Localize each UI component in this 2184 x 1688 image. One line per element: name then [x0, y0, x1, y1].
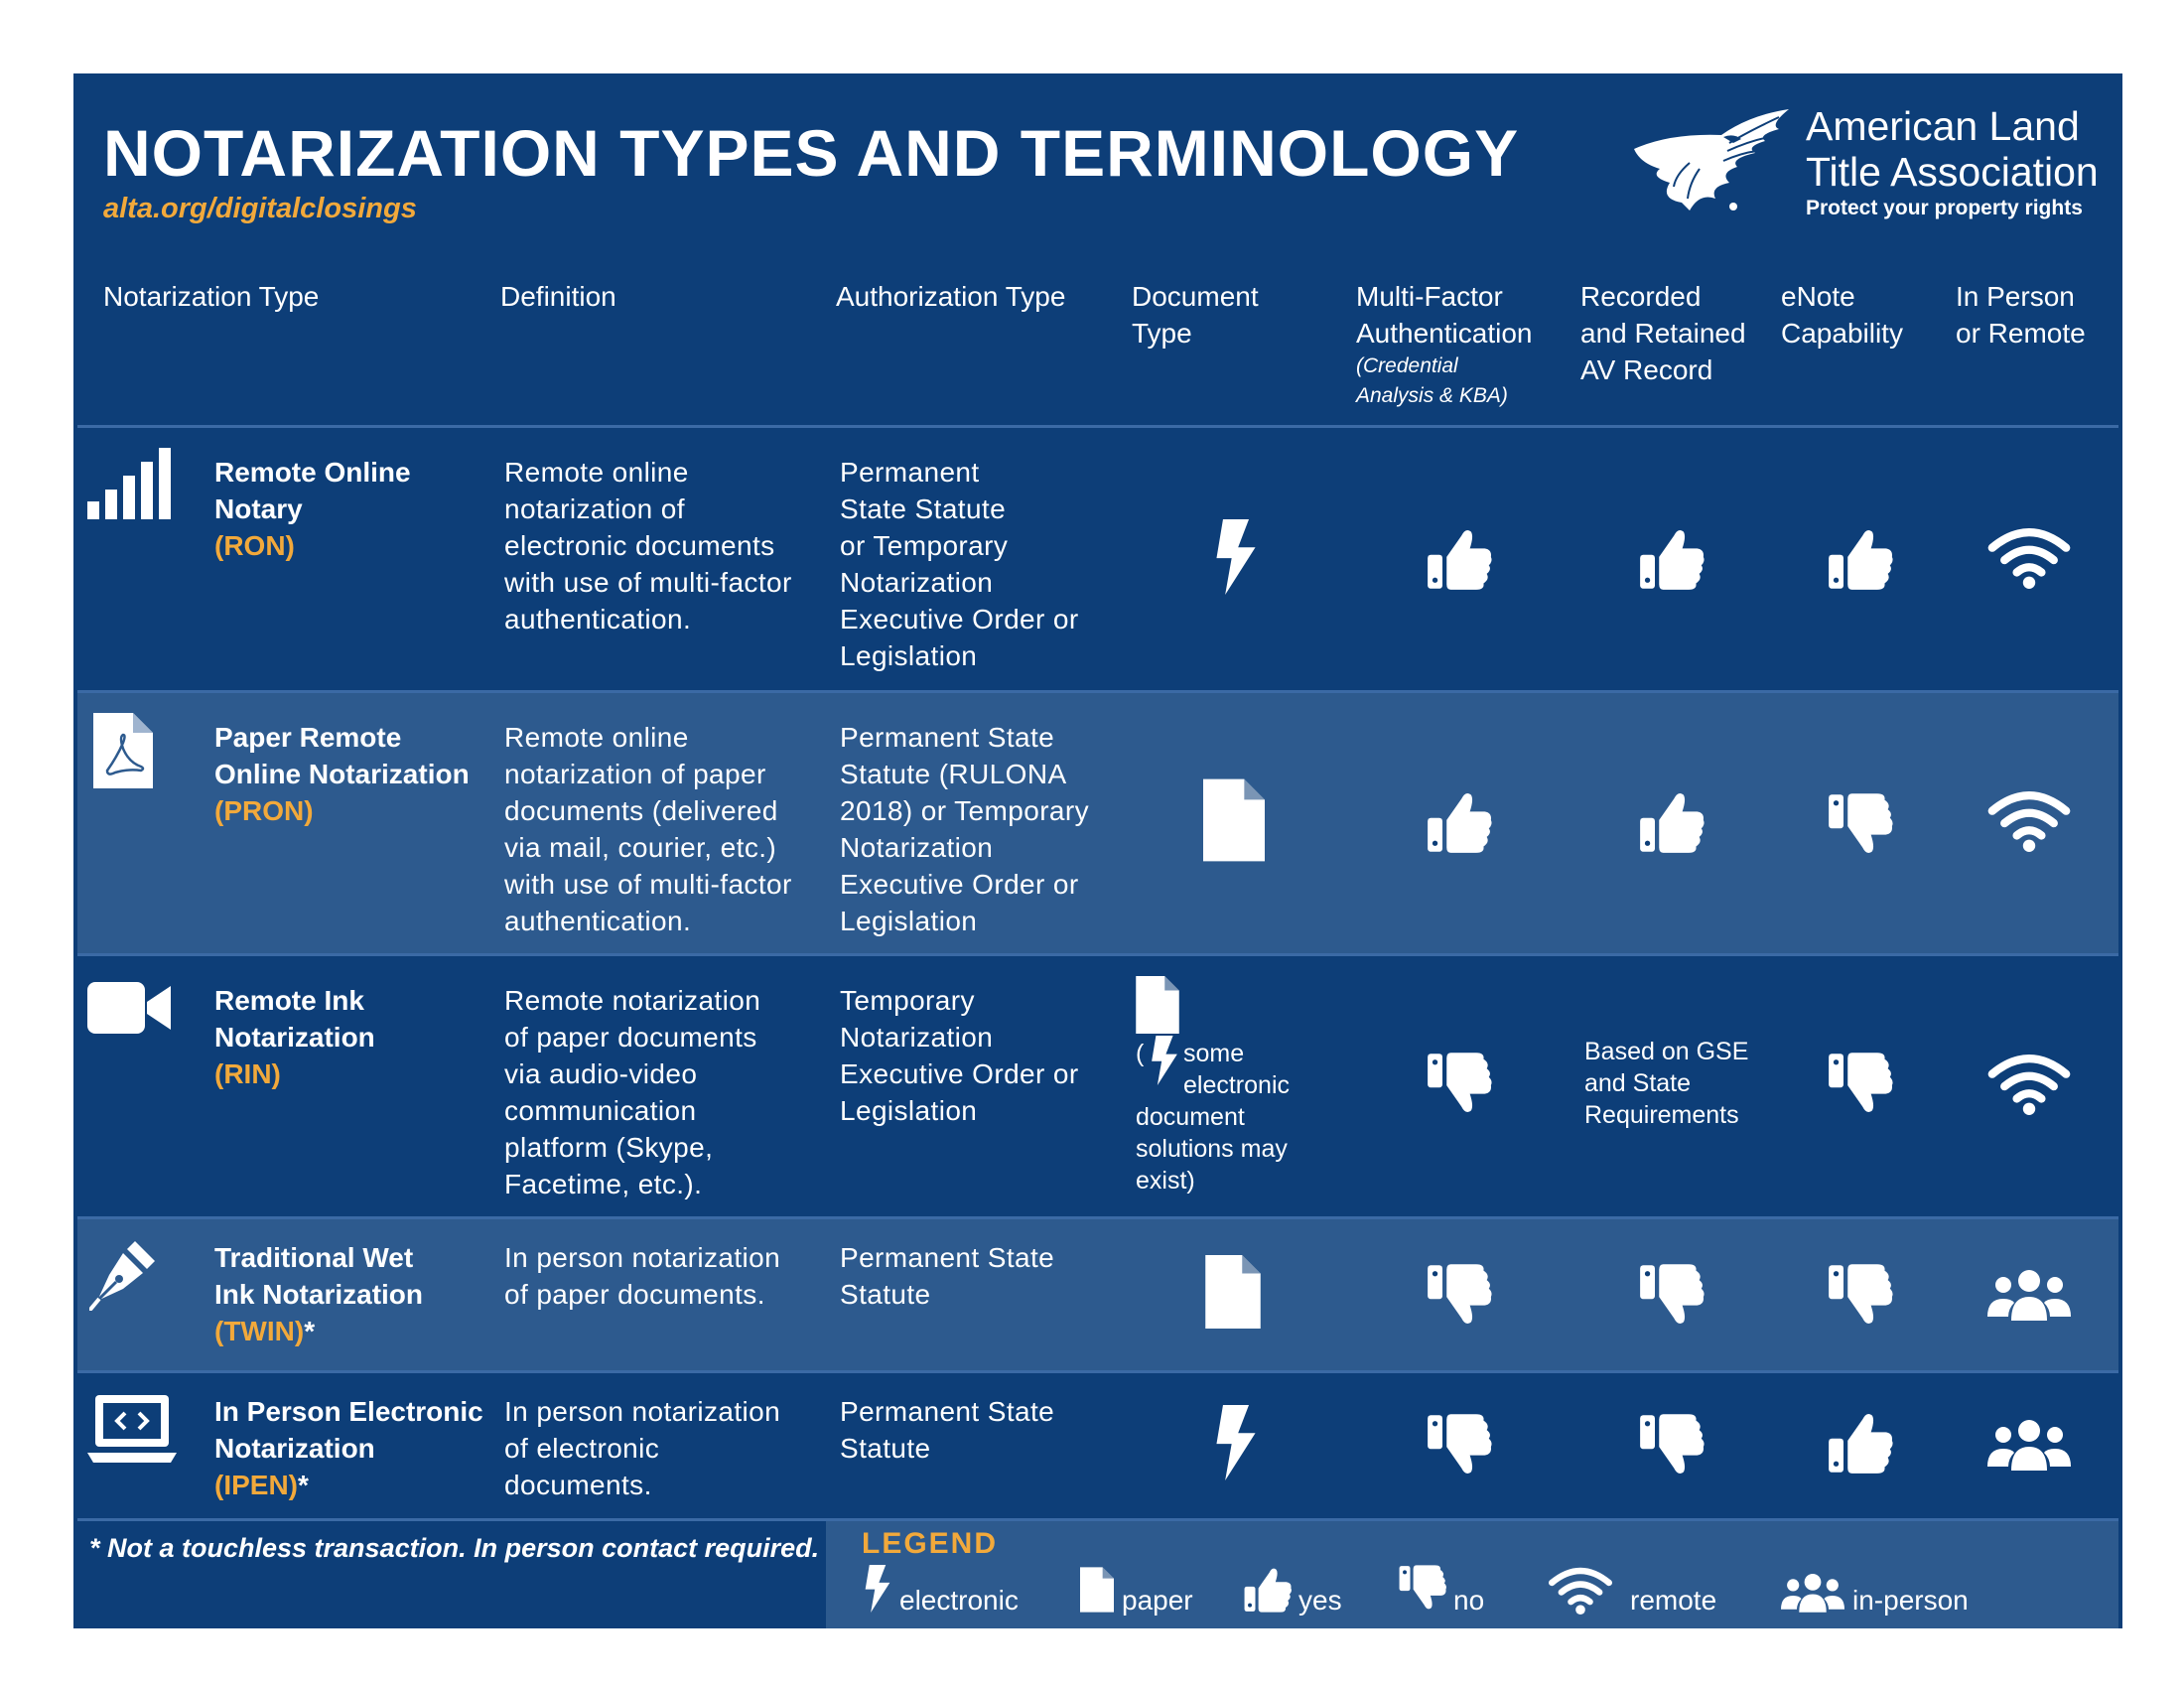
legend-title: LEGEND — [862, 1527, 999, 1560]
row-authorization — [840, 1393, 1128, 1467]
col-header-mfa-line-1: Multi-Factor — [1356, 281, 1503, 312]
org-name — [1806, 103, 2099, 195]
col-header-type — [103, 278, 319, 315]
thumbs-down-icon — [1827, 1050, 1894, 1117]
row-abbr: (RON) — [214, 530, 295, 561]
table-row-rin — [77, 956, 2118, 1216]
recorded-note-line: Requirements — [1584, 1101, 1739, 1129]
document-note-cont — [1136, 1101, 1288, 1196]
row-name-line-2: Notarization — [214, 1433, 375, 1464]
legend-in-person-label: in-person — [1852, 1585, 1969, 1616]
legend-no-label: no — [1453, 1585, 1485, 1616]
row-name-line-1: Remote Ink — [214, 985, 364, 1016]
authorization-line: State Statute — [840, 493, 1007, 524]
thumbs-up-icon — [1638, 788, 1706, 856]
definition-line: notarization of — [504, 493, 685, 524]
authorization-line: Notarization — [840, 1022, 994, 1053]
row-asterisk: * — [298, 1470, 309, 1500]
authorization-line: Executive Order or — [840, 869, 1079, 900]
row-name-line-1: Paper Remote — [214, 722, 402, 753]
table-row-ron — [77, 428, 2118, 690]
document-note-line: solutions may — [1136, 1135, 1288, 1163]
legend-remote-label: remote — [1630, 1585, 1717, 1616]
definition-line: notarization of paper — [504, 759, 766, 789]
row-abbr: (TWIN) — [214, 1316, 305, 1346]
thumbs-up-icon — [1827, 525, 1894, 593]
row-name — [214, 982, 492, 1092]
thumbs-down-icon — [1638, 1261, 1706, 1329]
thumbs-up-icon — [1638, 525, 1706, 593]
authorization-line: Statute — [840, 1279, 931, 1310]
electronic-bolt-icon — [1150, 1036, 1179, 1085]
col-header-enote — [1781, 278, 1903, 352]
authorization-line: Statute — [840, 1433, 931, 1464]
thumbs-down-icon — [1638, 1411, 1706, 1478]
legend-electronic-label: electronic — [899, 1585, 1019, 1616]
row-name-line-1: Traditional Wet — [214, 1242, 414, 1273]
col-header-recorded-line-1: Recorded — [1580, 281, 1702, 312]
laptop-code-icon — [87, 1395, 177, 1465]
thumbs-down-icon — [1398, 1563, 1447, 1613]
notarization-card — [73, 73, 2122, 1628]
org-name-line-2: Title Association — [1806, 149, 2099, 195]
table-row-ipen — [77, 1373, 2118, 1518]
electronic-bolt-icon — [1213, 1405, 1259, 1480]
document-note-paren: ( — [1136, 1040, 1145, 1067]
col-header-enote-line-2: Capability — [1781, 318, 1903, 349]
wifi-remote-icon — [1987, 790, 2071, 852]
definition-line: with use of multi-factor — [504, 869, 792, 900]
row-definition — [504, 454, 832, 637]
col-header-recorded-line-3: AV Record — [1580, 354, 1713, 385]
col-header-definition — [500, 278, 616, 315]
row-name-line-1: In Person Electronic — [214, 1396, 483, 1427]
wifi-remote-icon — [1987, 527, 2071, 589]
row-definition — [504, 1239, 832, 1313]
legend — [826, 1521, 2118, 1628]
document-note-line: document — [1136, 1103, 1245, 1131]
paper-document-icon — [1136, 976, 1179, 1034]
paper-document-icon — [1203, 778, 1265, 862]
col-header-authorization-label: Authorization Type — [836, 281, 1066, 312]
legend-yes-label: yes — [1298, 1585, 1342, 1616]
electronic-bolt-icon — [1213, 519, 1259, 595]
col-header-recorded-line-2: and Retained — [1580, 318, 1746, 349]
signal-bars-icon — [87, 448, 173, 519]
thumbs-up-icon — [1426, 525, 1493, 593]
definition-line: platform (Skype, — [504, 1132, 714, 1163]
row-definition — [504, 1393, 832, 1503]
thumbs-up-icon — [1426, 788, 1493, 856]
thumbs-down-icon — [1827, 1261, 1894, 1329]
row-authorization — [840, 982, 1128, 1129]
row-abbr: (PRON) — [214, 795, 314, 826]
col-header-document-line-2: Type — [1132, 318, 1192, 349]
video-camera-icon — [87, 980, 171, 1036]
definition-line: via mail, courier, etc.) — [504, 832, 777, 863]
wifi-remote-icon — [1987, 1054, 2071, 1115]
col-header-recorded — [1580, 278, 1746, 388]
recorded-note — [1584, 1036, 1748, 1131]
authorization-line: Legislation — [840, 640, 978, 671]
col-header-inperson-line-2: or Remote — [1956, 318, 2086, 349]
thumbs-up-icon — [1827, 1409, 1894, 1477]
recorded-note-line: and State — [1584, 1069, 1692, 1097]
paper-document-icon — [1205, 1255, 1261, 1329]
authorization-line: Executive Order or — [840, 1058, 1079, 1089]
authorization-line: Legislation — [840, 906, 978, 936]
definition-line: Remote online — [504, 457, 689, 488]
row-name — [214, 454, 492, 564]
row-authorization — [840, 454, 1128, 674]
col-header-document-line-1: Document — [1132, 281, 1259, 312]
thumbs-up-icon — [1243, 1565, 1293, 1615]
row-name-line-2: Online Notarization — [214, 759, 470, 789]
definition-line: of paper documents. — [504, 1279, 765, 1310]
row-name — [214, 1393, 512, 1503]
definition-line: authentication. — [504, 906, 692, 936]
definition-line: via audio-video — [504, 1058, 698, 1089]
row-authorization — [840, 1239, 1128, 1313]
document-note-line: some — [1183, 1040, 1245, 1067]
definition-line: electronic documents — [504, 530, 775, 561]
row-definition — [504, 982, 832, 1202]
definition-line: communication — [504, 1095, 697, 1126]
wifi-remote-icon — [1549, 1567, 1612, 1615]
row-asterisk: * — [304, 1316, 316, 1346]
row-name-line-2: Notarization — [214, 1022, 375, 1053]
electronic-bolt-icon — [864, 1565, 891, 1613]
definition-line: with use of multi-factor — [504, 567, 792, 598]
thumbs-down-icon — [1426, 1050, 1493, 1117]
col-header-mfa-line-2: Authentication — [1356, 318, 1533, 349]
legend-paper-label: paper — [1122, 1585, 1193, 1616]
recorded-note-line: Based on GSE — [1584, 1038, 1749, 1065]
col-header-authorization — [836, 278, 1065, 315]
col-header-enote-line-1: eNote — [1781, 281, 1855, 312]
authorization-line: or Temporary — [840, 530, 1009, 561]
authorization-line: 2018) or Temporary — [840, 795, 1090, 826]
people-in-person-icon — [1781, 1571, 1844, 1615]
authorization-line: Permanent State — [840, 722, 1055, 753]
page-title: NOTARIZATION TYPES AND TERMINOLOGY — [103, 116, 1520, 190]
table-row-twin — [77, 1219, 2118, 1370]
thumbs-down-icon — [1827, 790, 1894, 858]
authorization-line: Executive Order or — [840, 604, 1079, 634]
table-row-pron — [77, 693, 2118, 953]
eagle-logo-icon — [1630, 103, 1799, 217]
row-name-line-2: Notary — [214, 493, 303, 524]
footer-note: * Not a touchless transaction. In person contact required. — [89, 1533, 820, 1563]
col-header-inperson — [1956, 278, 2086, 352]
document-note — [1183, 1038, 1290, 1101]
authorization-line: Permanent State — [840, 1396, 1055, 1427]
document-note-line: electronic — [1183, 1071, 1290, 1099]
col-header-mfa — [1356, 278, 1532, 411]
definition-line: Facetime, etc.). — [504, 1169, 703, 1199]
org-name-line-1: American Land — [1806, 103, 2080, 149]
authorization-line: Permanent — [840, 457, 980, 488]
authorization-line: Statute (RULONA — [840, 759, 1067, 789]
authorization-line: Notarization — [840, 567, 994, 598]
col-header-inperson-line-1: In Person — [1956, 281, 2075, 312]
definition-line: In person notarization — [504, 1242, 781, 1273]
thumbs-down-icon — [1426, 1261, 1493, 1329]
definition-line: documents (delivered — [504, 795, 778, 826]
row-name-line-1: Remote Online — [214, 457, 411, 488]
authorization-line: Legislation — [840, 1095, 978, 1126]
col-header-document — [1132, 278, 1259, 352]
paper-document-icon — [1080, 1567, 1114, 1613]
thumbs-down-icon — [1426, 1411, 1493, 1478]
authorization-line: Temporary — [840, 985, 975, 1016]
site-link[interactable]: alta.org/digitalclosings — [103, 193, 417, 224]
document-note-line: exist) — [1136, 1167, 1195, 1195]
row-name — [214, 719, 492, 829]
definition-line: Remote online — [504, 722, 689, 753]
authorization-line: Permanent State — [840, 1242, 1055, 1273]
col-header-definition-label: Definition — [500, 281, 616, 312]
definition-line: of electronic — [504, 1433, 660, 1464]
definition-line: In person notarization — [504, 1396, 781, 1427]
definition-line: documents. — [504, 1470, 652, 1500]
fountain-pen-icon — [89, 1241, 155, 1311]
definition-line: authentication. — [504, 604, 692, 634]
definition-line: Remote notarization — [504, 985, 761, 1016]
authorization-line: Notarization — [840, 832, 994, 863]
row-abbr: (IPEN) — [214, 1470, 298, 1500]
people-in-person-icon — [1987, 1417, 2071, 1473]
row-abbr: (RIN) — [214, 1058, 281, 1089]
col-header-mfa-note-2: Analysis & KBA) — [1356, 384, 1508, 407]
col-header-mfa-note-1: (Credential — [1356, 354, 1458, 377]
row-name — [214, 1239, 492, 1349]
people-in-person-icon — [1987, 1267, 2071, 1323]
tagline: Protect your property rights — [1806, 197, 2083, 219]
col-header-type-label: Notarization Type — [103, 281, 320, 312]
definition-line: of paper documents — [504, 1022, 757, 1053]
row-definition — [504, 719, 832, 939]
pdf-file-icon — [93, 713, 153, 788]
row-name-line-2: Ink Notarization — [214, 1279, 424, 1310]
row-authorization — [840, 719, 1128, 939]
